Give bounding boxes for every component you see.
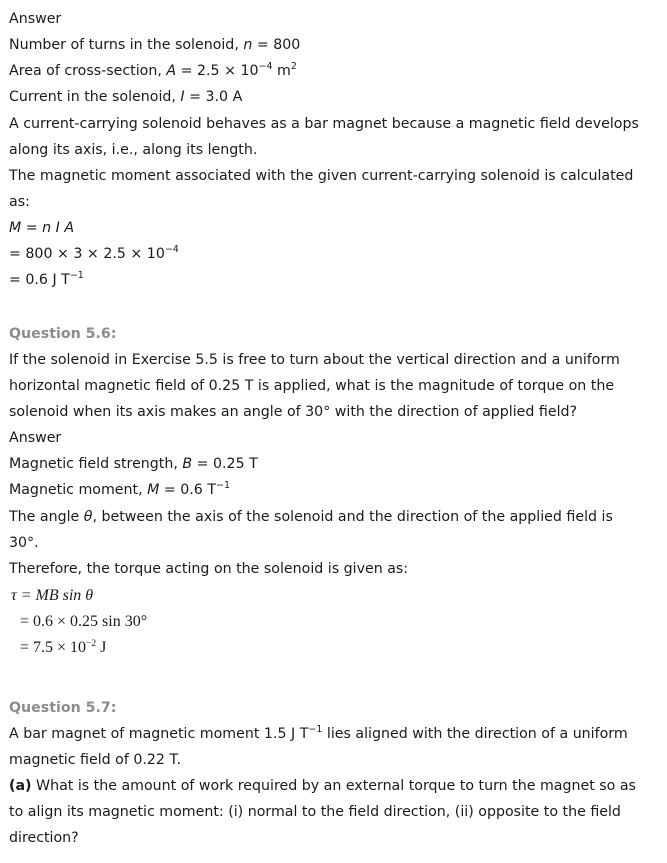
question-label: Question 5.7: <box>9 700 117 716</box>
equation-line: τ = MB sin θ <box>11 587 94 604</box>
question-text: horizontal magnetic field of 0.25 T is applied, what is the magnitude of torque on the <box>9 378 615 394</box>
paragraph-text: Therefore, the torque acting on the solenoid is given as: <box>9 561 409 577</box>
paragraph-text: along its axis, i.e., along its length. <box>9 142 258 158</box>
equation-line: = 0.6 J $T^{-1}$ <box>9 270 84 288</box>
question-part-a: (a) What is the amount of work required by an external torque to turn the magnet so as <box>9 778 636 794</box>
question-text: to align its magnetic moment: (i) normal to the field direction, (ii) opposite to the field <box>9 804 621 820</box>
question-text: magnetic field of 0.22 T. <box>9 752 181 768</box>
equation-line: M = n I A <box>9 220 75 236</box>
answer-heading: Answer <box>9 11 62 27</box>
angle-line: The angle θ, between the axis of the solenoid and the direction of the applied field is <box>9 509 613 525</box>
paragraph-text: as: <box>9 194 30 210</box>
question-text: direction? <box>9 830 79 846</box>
current-line: Current in the solenoid, I = 3.0 A <box>9 89 243 105</box>
equation-line: = $7.5 \times 10^{-2}$ J <box>20 639 107 656</box>
question-text: solenoid when its axis makes an angle of 30° with the direction of applied field? <box>9 404 578 420</box>
area-line: Area of cross-section, $A = 2.5 \times 10^{-4}$ $m^2$ <box>9 61 297 79</box>
question-text: A bar magnet of magnetic moment 1.5 J $T^{-1}$ lies aligned with the direction of a uniform <box>9 724 628 742</box>
angle-line: 30°. <box>9 535 39 551</box>
paragraph-text: The magnetic moment associated with the given current-carrying solenoid is calculated <box>9 168 634 184</box>
magnetic-moment-line: Magnetic moment, M = 0.6 $T^{-1}$ <box>9 480 231 498</box>
question-label: Question 5.6: <box>9 326 117 342</box>
answer-heading: Answer <box>9 430 62 446</box>
equation-line: = 0.6 × 0.25 sin 30° <box>20 613 148 630</box>
equation-line: = $800 \times 3 \times 2.5 \times 10^{-4}$ <box>9 244 179 262</box>
question-text: If the solenoid in Exercise 5.5 is free to turn about the vertical direction and a uniform <box>9 352 620 368</box>
turns-line: Number of turns in the solenoid, n = 800 <box>9 37 301 53</box>
paragraph-text: A current-carrying solenoid behaves as a bar magnet because a magnetic field develops <box>9 116 639 132</box>
field-strength-line: Magnetic field strength, B = 0.25 T <box>9 456 258 472</box>
